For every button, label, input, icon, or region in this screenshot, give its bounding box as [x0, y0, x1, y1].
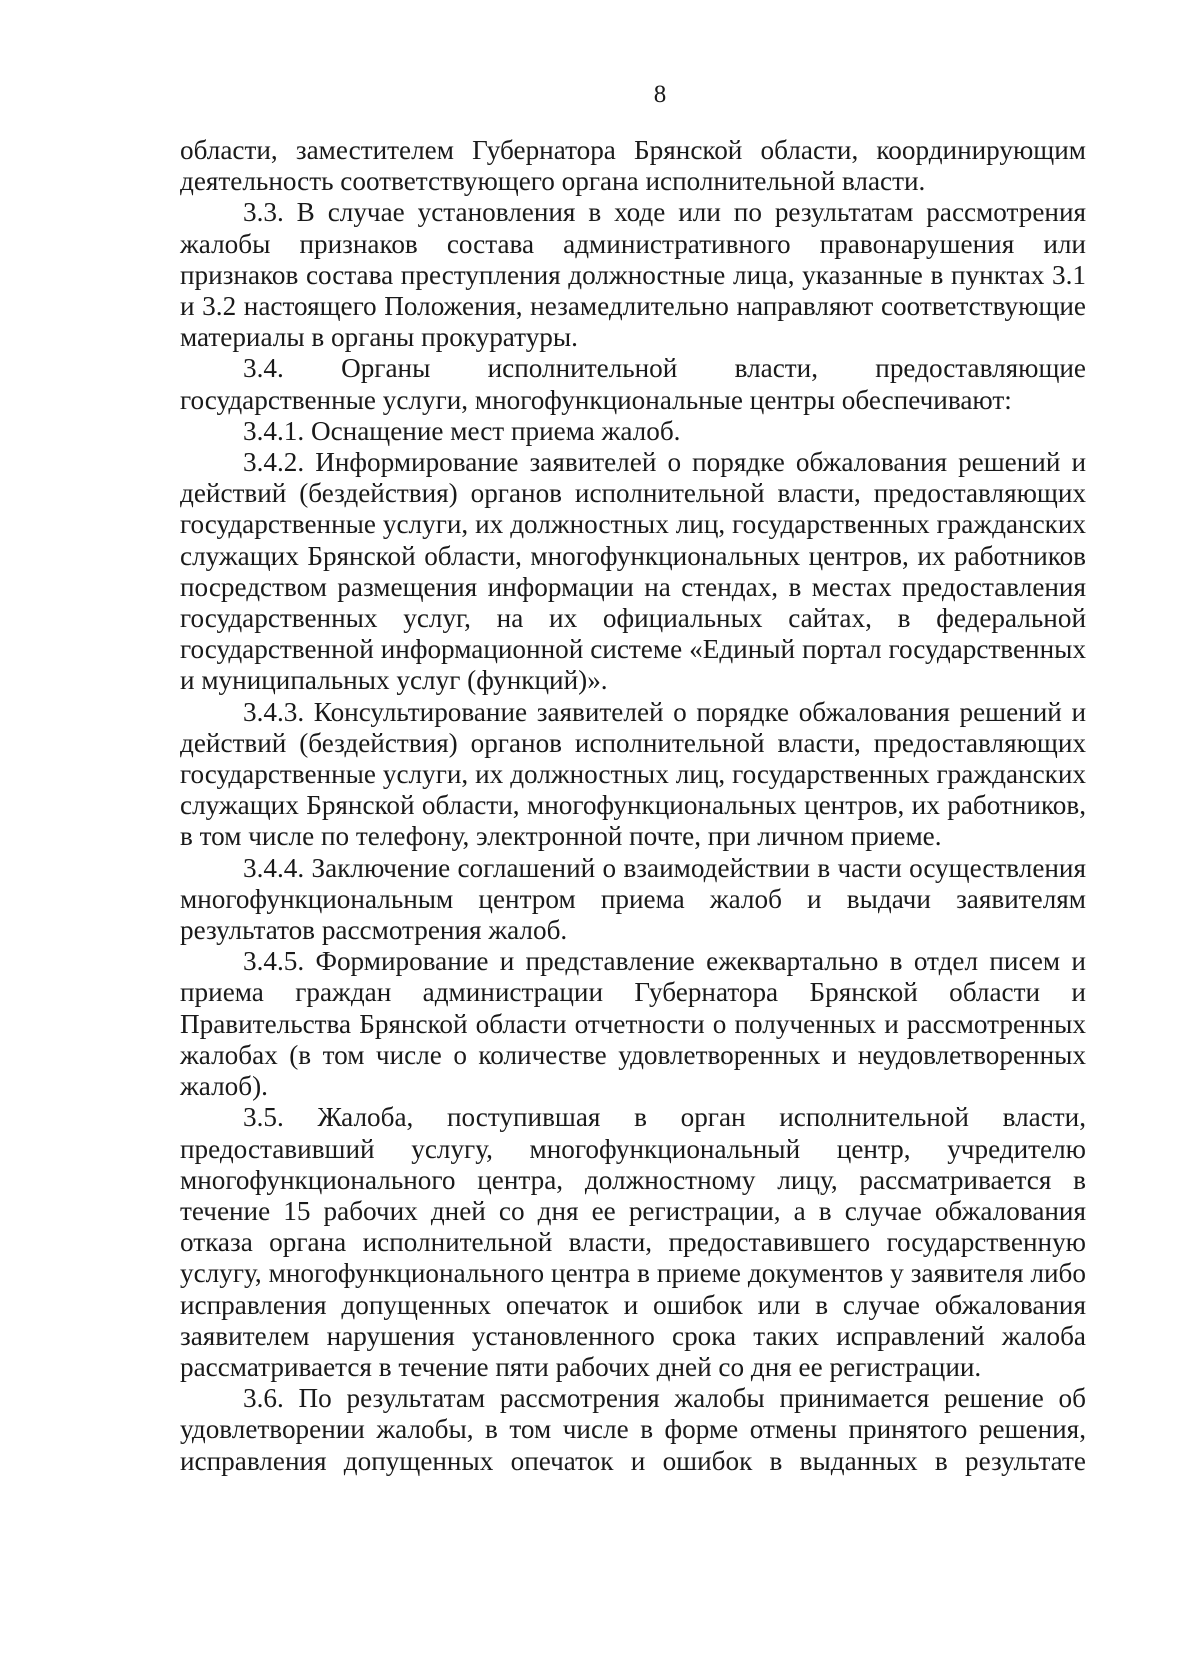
paragraph-3-4: 3.4. Органы исполнительной власти, предоставляющие государственные услуги, многофункциональные центры обеспечивают: — [180, 353, 1086, 415]
paragraph-3-4-1: 3.4.1. Оснащение мест приема жалоб. — [243, 415, 681, 446]
document-body — [180, 135, 1086, 1477]
paragraph-3-4-2: 3.4.2. Информирование заявителей о порядке обжалования решений и действий (бездействия) органов исполнительной власти, предоставляющих государственные услуги, их должностных лиц, государственных гражданских служащих Брянской области, многофункциональных центров, их работников посредством размещения информации на стендах, в местах предоставления государственных услуг, на их официальных сайтах, в федеральной государственной информационной системе «Единый портал государственных и муниципальных услуг (функций)». — [180, 447, 1086, 696]
paragraph-3-6: 3.6. По результатам рассмотрения жалобы принимается решение об удовлетворении жалобы, в том числе в форме отмены принятого решения, исправления допущенных опечаток и ошибок в выданных в результате — [180, 1383, 1086, 1476]
page-number: 8 — [653, 81, 667, 108]
paragraph-3-4-3: 3.4.3. Консультирование заявителей о порядке обжалования решений и действий (бездействия) органов исполнительной власти, предоставляющих государственные услуги, их должностных лиц, государственных гражданских служащих Брянской области, многофункциональных центров, их работников, в том числе по телефону, электронной почте, при личном приеме. — [180, 696, 1086, 852]
paragraph-3-4-4: 3.4.4. Заключение соглашений о взаимодействии в части осуществления многофункциональным центром приема жалоб и выдачи заявителям результатов рассмотрения жалоб. — [180, 852, 1086, 946]
paragraph-3-5: 3.5. Жалоба, поступившая в орган исполнительной власти, предоставивший услугу, многофункциональный центр, учредителю многофункционального центра, должностному лицу, рассматривается в течение 15 рабочих дней со дня ее регистрации, а в случае обжалования отказа органа исполнительной власти, предоставившего государственную услугу, многофункционального центра в приеме документов у заявителя либо исправления допущенных опечаток и ошибок или в случае обжалования заявителем нарушения установленного срока таких исправлений жалоба рассматривается в течение пяти рабочих дней со дня ее регистрации. — [180, 1102, 1086, 1382]
paragraph-3-3: 3.3. В случае установления в ходе или по результатам рассмотрения жалобы признаков состава административного правонарушения или признаков состава преступления должностные лица, указанные в пунктах 3.1 и 3.2 настоящего Положения, незамедлительно направляют соответствующие материалы в органы прокуратуры. — [180, 197, 1086, 353]
paragraph-3-4-5: 3.4.5. Формирование и представление ежеквартально в отдел писем и приема граждан администрации Губернатора Брянской области и Правительства Брянской области отчетности о полученных и рассмотренных жалобах (в том числе о количестве удовлетворенных и неудовлетворенных жалоб). — [180, 946, 1086, 1102]
paragraph-continuation: области, заместителем Губернатора Брянской области, координирующим деятельность соответствующего органа исполнительной власти. — [180, 135, 1086, 197]
